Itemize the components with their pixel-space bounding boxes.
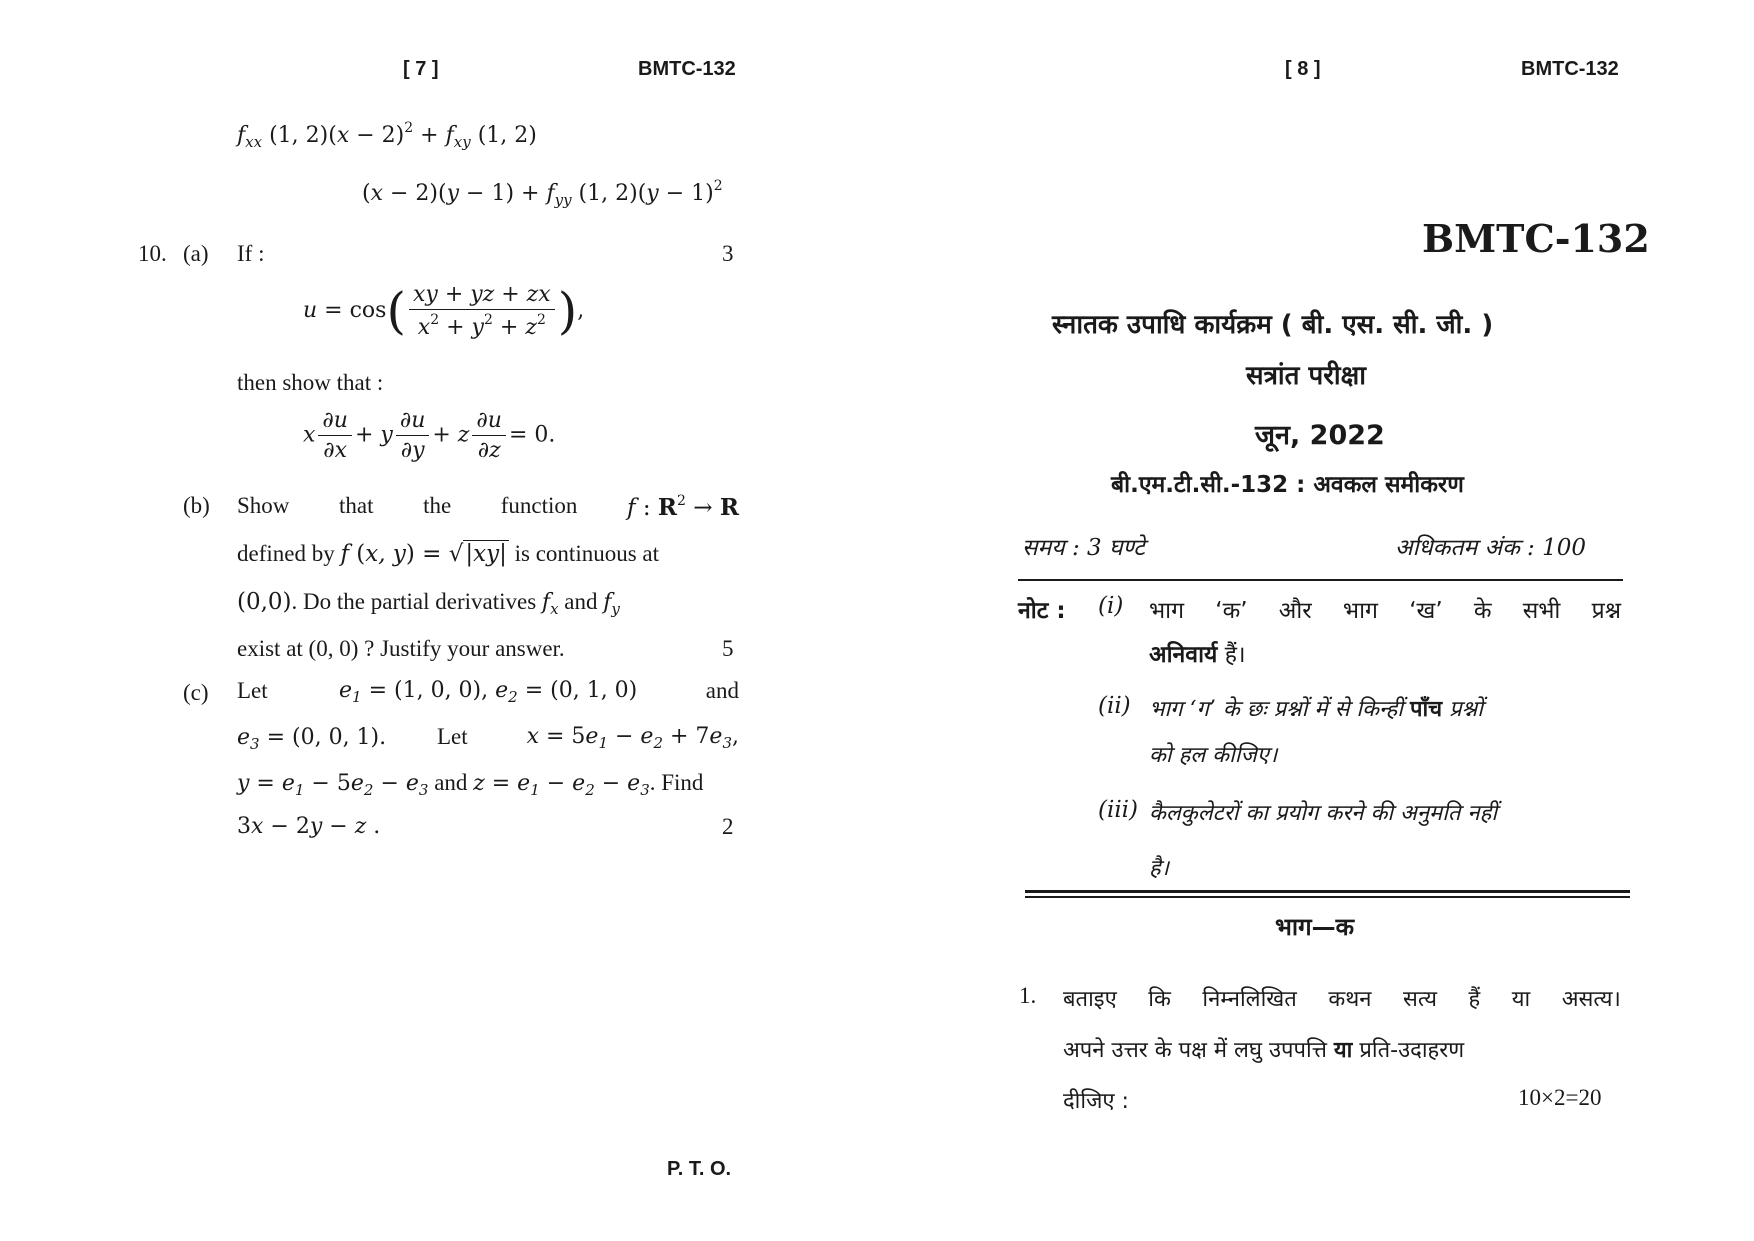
question-1-number: 1. <box>1019 983 1037 1008</box>
note-2-line1 <box>1149 693 1483 723</box>
course-code-title: BMTC-132 <box>1422 216 1650 261</box>
header-divider <box>1018 579 1623 581</box>
exam-session: जून, 2022 <box>1255 420 1385 451</box>
question-10b-line1: Show that the function f : $R^2 \to R$ <box>237 493 739 521</box>
question-1-line2-b: प्रति-उदाहरण <box>1352 1038 1465 1063</box>
section-heading: भाग—क <box>1275 913 1355 941</box>
formula-continuation-line1: $f_{xx}$ (1, $2)(x - 2)^2 + f_{xy}$ (1, 2) <box>237 120 537 151</box>
exam-max-marks: अधिकतम अंक : 100 <box>1395 535 1587 561</box>
note-1-number: (i) <box>1098 593 1124 619</box>
note-1-line2 <box>1149 637 1246 669</box>
question-10-number: 10. <box>138 241 167 266</box>
equation-u-cos: u = cos( $\frac{xy + yz + zx}{x^2 + y^2 + z^2}$ ), <box>303 282 585 340</box>
note-2-number: (ii) <box>1098 693 1131 719</box>
note-2-line1-b: प्रश्नों <box>1442 697 1483 722</box>
question-10c-label: (c) <box>183 680 209 705</box>
course-code-header-right: BMTC-132 <box>1521 58 1619 80</box>
question-10c-line4: 3x − 2y − z . <box>237 814 381 839</box>
exam-title: सत्रांत परीक्षा <box>1246 361 1367 391</box>
question-10c-line3: $y = e_1 - 5e_2 - e_3$ and $z = e_1 - e_2 - e_3$. Find <box>237 770 704 799</box>
question-1-line2 <box>1063 1034 1464 1064</box>
question-10b-label: (b) <box>183 493 210 518</box>
question-1-line2-a: अपने उत्तर के पक्ष में लघु उपपत्ति <box>1063 1038 1334 1063</box>
question-1-line1: बताइए कि निम्नलिखित कथन सत्य हैं या असत्य। <box>1063 987 1621 1012</box>
question-1-emphasis: या <box>1333 1038 1353 1063</box>
question-10a-intro: If : <box>237 241 265 266</box>
question-10c-marks: 2 <box>722 814 734 839</box>
exam-time: समय : 3 घण्टे <box>1022 535 1145 561</box>
question-10b-line2: defined by f (x, y) = √|xy| is continuous at <box>237 541 660 567</box>
page-number-8: [ 8 ] <box>1285 58 1321 80</box>
note-label: नोट : <box>1018 598 1066 624</box>
page-turn-over: P. T. O. <box>667 1158 732 1180</box>
note-3-line2: है। <box>1149 856 1170 881</box>
program-title: स्नातक उपाधि कार्यक्रम ( बी. एस. सी. जी. ) <box>1052 310 1494 340</box>
question-10b-line3: (0,0). Do the partial derivatives $f_x$ and $f_y$ <box>237 589 620 618</box>
note-1-line2-rest: हैं। <box>1217 642 1246 668</box>
question-1-marks: 10×2=20 <box>1518 1085 1602 1110</box>
section-divider-top <box>1025 890 1630 893</box>
question-1-line3: दीजिए : <box>1063 1089 1129 1114</box>
question-10a-then: then show that : <box>237 370 384 395</box>
note-1-emphasis: अनिवार्य <box>1149 642 1218 668</box>
course-title: बी.एम.टी.सी.-132 : अवकल समीकरण <box>1111 472 1464 498</box>
question-10a-marks: 3 <box>722 241 734 266</box>
question-10c-line1: Let $e_1 = (1$, 0, 0), $e_2 = (0$, 1, 0) and <box>237 678 739 706</box>
question-10a-label: (a) <box>183 241 209 266</box>
note-3-line1: कैलकुलेटरों का प्रयोग करने की अनुमति नहीं <box>1149 801 1498 826</box>
page-number-7: [ 7 ] <box>403 58 439 80</box>
section-divider-bottom <box>1025 896 1630 898</box>
note-1-line1: भाग ‘क’ और भाग ‘ख’ के सभी प्रश्न <box>1149 598 1621 624</box>
course-code-header-left: BMTC-132 <box>638 58 736 80</box>
note-2-emphasis: पाँच <box>1409 696 1443 722</box>
formula-continuation-line2: $(x - 2)(y - 1) + f_{yy}$ (1, $2)(y - 1)^2$ <box>362 178 723 209</box>
equation-partial-sum: x $\frac{\partial u}{\partial x}$ + y $\frac{\partial u}{\partial y}$ + z $\frac{\partial u}{\partial z}$ = 0. <box>303 408 556 463</box>
note-2-line1-a: भाग ‘ग’ के छः प्रश्नों में से किन्हीं <box>1149 697 1410 722</box>
question-10c-line2: $e_3 = (0$, 0, 1). Let $x = 5e_1 - e_2 + 7e_3$, <box>237 724 739 753</box>
note-3-number: (iii) <box>1098 797 1139 823</box>
question-10b-marks: 5 <box>722 636 734 661</box>
question-10b-line4: exist at (0, 0) ? Justify your answer. <box>237 636 565 661</box>
note-2-line2: को हल कीजिए। <box>1149 743 1278 768</box>
